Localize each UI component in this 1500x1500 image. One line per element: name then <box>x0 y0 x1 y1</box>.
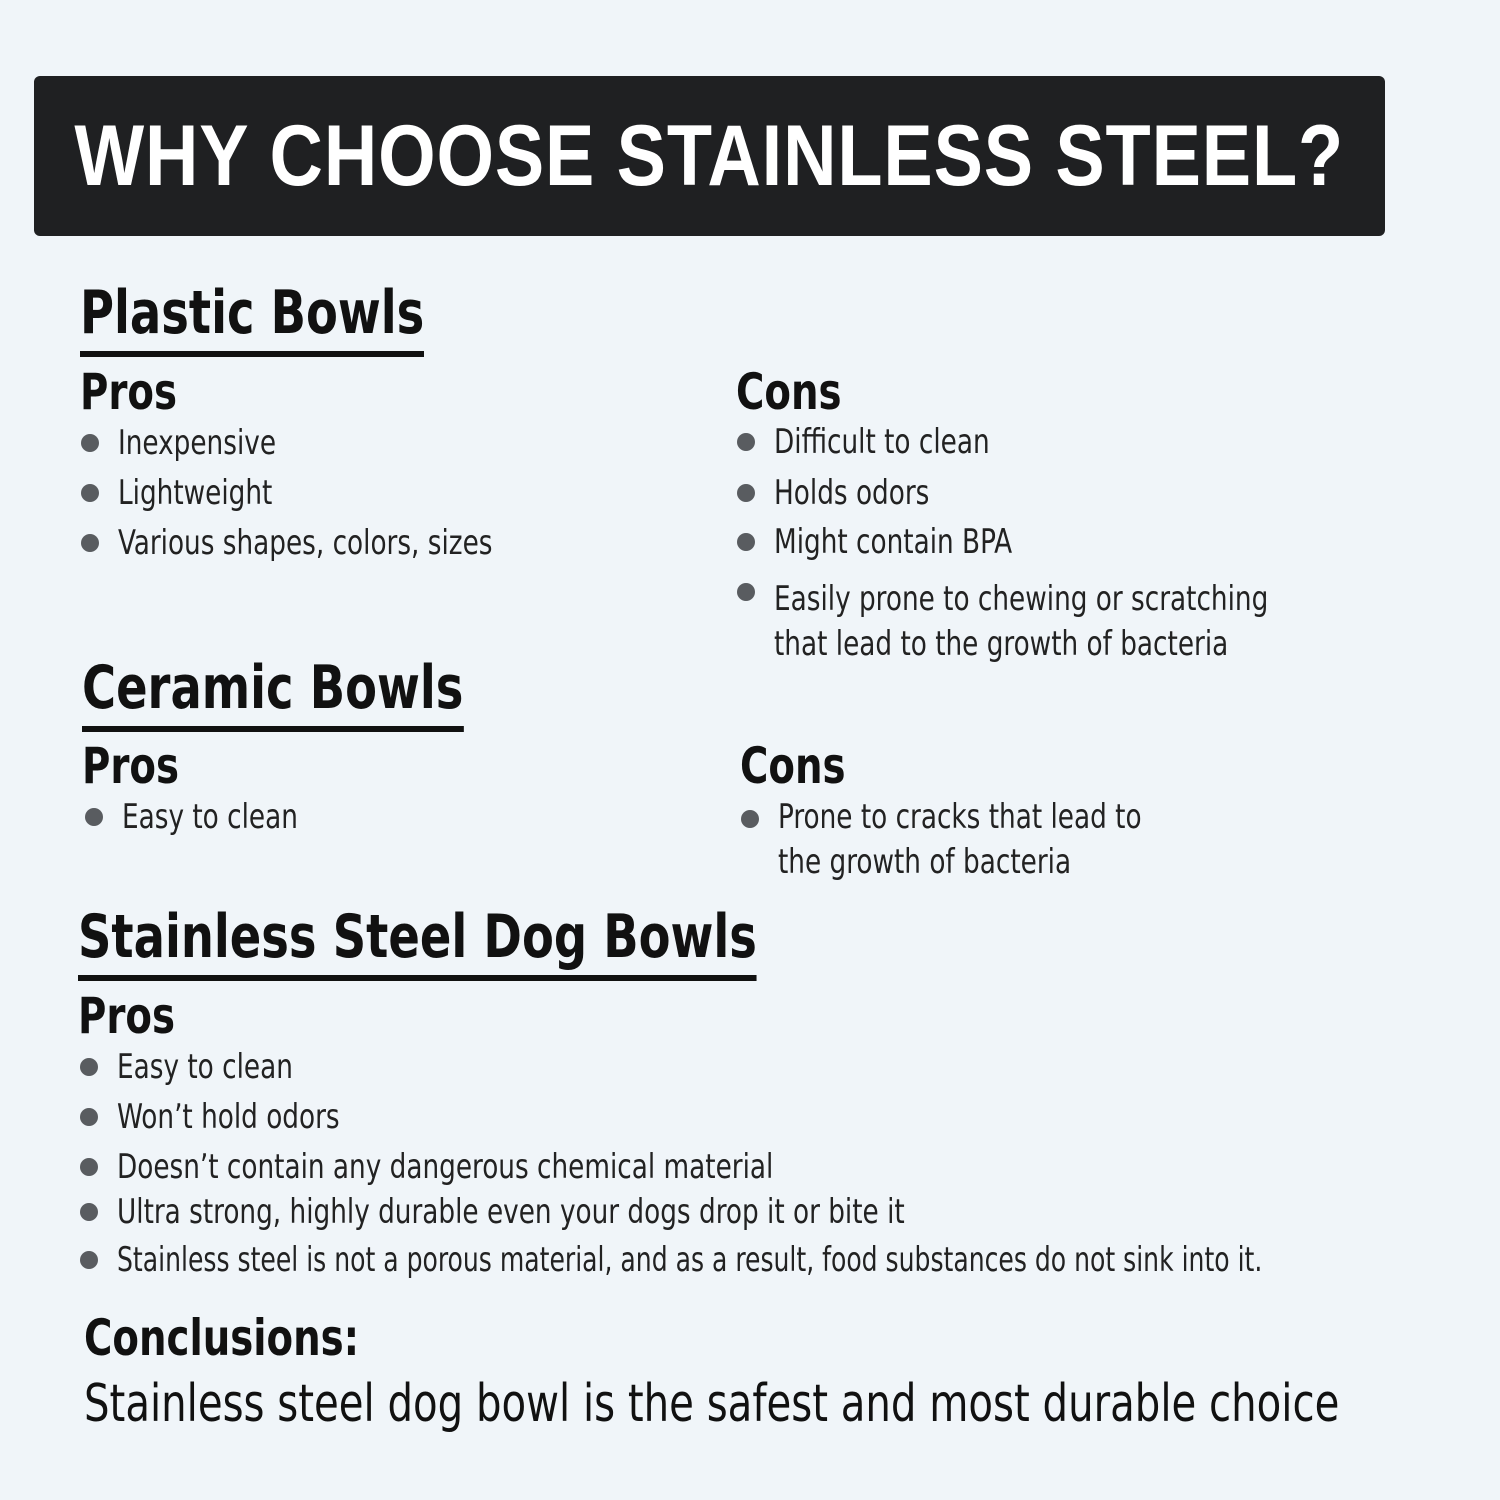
ceramic-cons-list <box>740 795 1201 885</box>
list-item: Ultra strong, highly durable even your dogs drop it or bite it <box>79 1192 1500 1232</box>
list-item: Lightweight <box>80 473 553 513</box>
section-title-plastic: Plastic Bowls <box>80 283 424 357</box>
bullet-icon <box>80 1203 98 1221</box>
plastic-pros-list <box>80 423 553 563</box>
list-item: Easy to clean <box>84 797 327 837</box>
ceramic-cons-heading: Cons <box>740 737 846 795</box>
bullet-icon <box>80 1108 98 1126</box>
bullet-icon <box>80 1251 98 1269</box>
list-item: Stainless steel is not a porous material, and as a result, food substances do not sink into it. <box>79 1240 1500 1280</box>
stainless-pros-heading: Pros <box>78 987 176 1045</box>
list-item: Inexpensive <box>80 423 553 463</box>
page-title: WHY CHOOSE STAINLESS STEEL? <box>74 107 1345 204</box>
ceramic-pros-list <box>84 797 327 837</box>
ceramic-pros-heading: Pros <box>82 737 180 795</box>
bullet-icon <box>737 533 755 551</box>
stainless-pros-list <box>79 1047 1500 1280</box>
list-item: Prone to cracks that lead to the growth of bacteria <box>740 795 1201 885</box>
bullet-icon <box>737 484 755 502</box>
bullet-icon <box>741 810 759 828</box>
list-item: Difficult to clean <box>736 422 1349 462</box>
bullet-icon <box>737 583 755 601</box>
section-title-ceramic: Ceramic Bowls <box>82 658 463 732</box>
plastic-cons-list <box>736 422 1349 667</box>
list-item: Might contain BPA <box>736 522 1349 562</box>
list-item: Holds odors <box>736 473 1349 513</box>
list-item: Doesn’t contain any dangerous chemical material <box>79 1147 1500 1187</box>
bullet-icon <box>80 1158 98 1176</box>
bullet-icon <box>80 1058 98 1076</box>
plastic-pros-heading: Pros <box>80 363 178 421</box>
bullet-icon <box>81 484 99 502</box>
list-item: Won’t hold odors <box>79 1097 1500 1137</box>
bullet-icon <box>737 433 755 451</box>
bullet-icon <box>81 434 99 452</box>
bullet-icon <box>85 808 103 826</box>
list-item: Easily prone to chewing or scratching that lead to the growth of bacteria <box>736 577 1349 667</box>
list-item: Various shapes, colors, sizes <box>80 523 553 563</box>
conclusion-text: Stainless steel dog bowl is the safest and most durable choice <box>84 1374 1340 1434</box>
conclusion-heading: Conclusions: <box>84 1309 360 1367</box>
plastic-cons-heading: Cons <box>736 363 842 421</box>
title-banner <box>34 76 1385 236</box>
section-title-stainless: Stainless Steel Dog Bowls <box>78 907 757 981</box>
bullet-icon <box>81 534 99 552</box>
list-item: Easy to clean <box>79 1047 1500 1087</box>
